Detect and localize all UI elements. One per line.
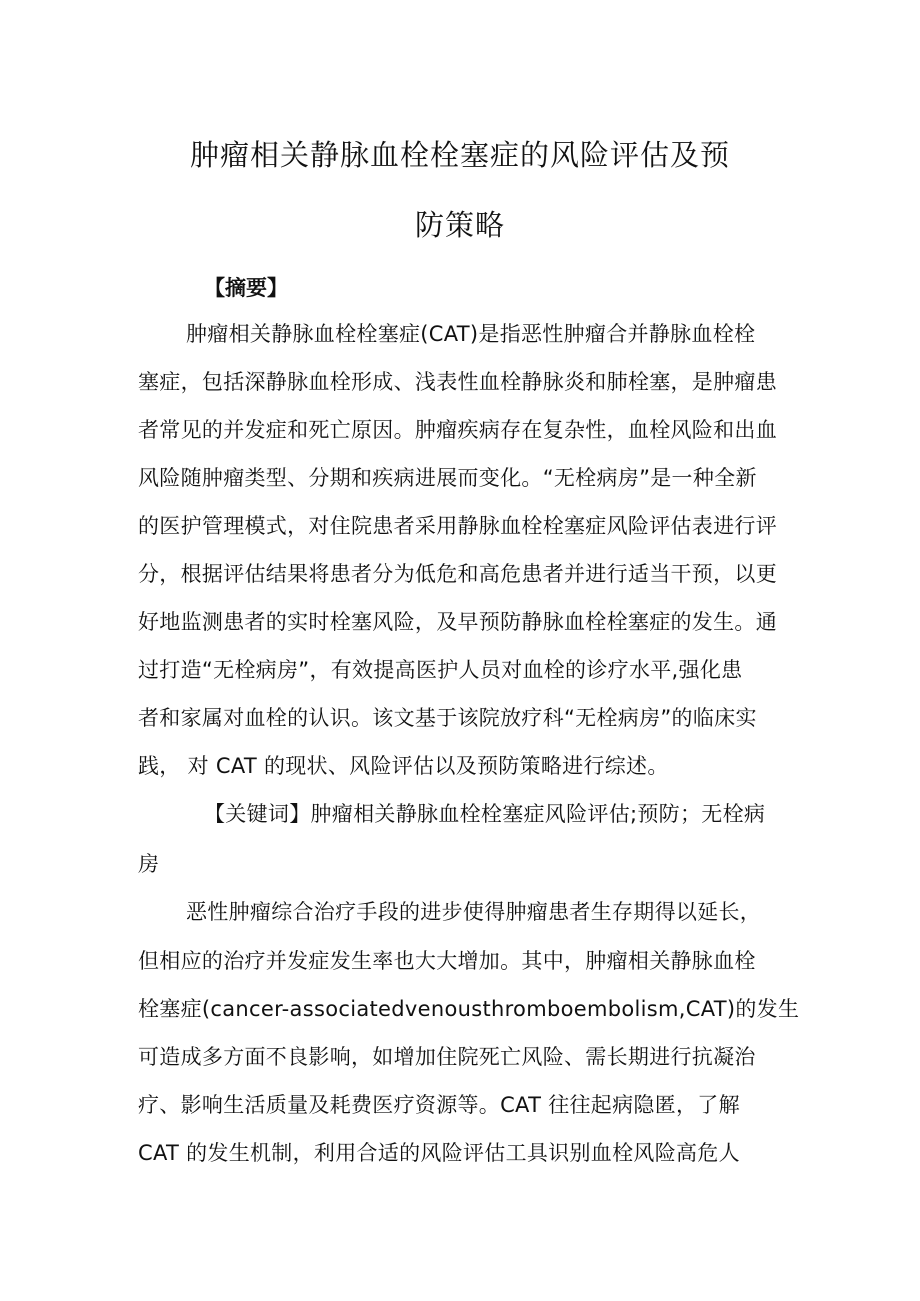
abstract-line: 风险随肿瘤类型、分期和疾病进展而变化。“无栓病房”是一种全新	[138, 466, 757, 490]
abstract-line: 的医护管理模式，对住院患者采用静脉血栓栓塞症风险评估表进行评	[138, 514, 777, 538]
keywords-line-2: 房	[138, 852, 160, 876]
abstract-line: 分，根据评估结果将患者分为低危和高危患者并进行适当干预，以更	[138, 562, 777, 586]
abstract-line: 塞症，包括深静脉血栓形成、浅表性血栓静脉炎和肺栓塞，是肿瘤患	[138, 370, 777, 394]
abstract-heading: 【摘要】	[204, 276, 288, 300]
abstract-line: 好地监测患者的实时栓塞风险，及早预防静脉血栓栓塞症的发生。通	[138, 610, 777, 634]
document-title-line-2: 防策略	[414, 208, 505, 242]
body-line: 恶性肿瘤综合治疗手段的进步使得肿瘤患者生存期得以延长，	[186, 900, 762, 924]
body-line: CAT 的发生机制，利用合适的风险评估工具识别血栓风险高危人	[138, 1141, 740, 1165]
document-title-line-1: 肿瘤相关静脉血栓栓塞症的风险评估及预	[189, 138, 730, 172]
body-line: 但相应的治疗并发症发生率也大大增加。其中，肿瘤相关静脉血栓	[138, 949, 756, 973]
body-line: 可造成多方面不良影响，如增加住院死亡风险、需长期进行抗凝治	[138, 1045, 756, 1069]
abstract-line: 者和家属对血栓的认识。该文基于该院放疗科“无栓病房”的临床实	[138, 706, 757, 730]
abstract-line: 者常见的并发症和死亡原因。肿瘤疾病存在复杂性，血栓风险和出血	[138, 418, 777, 442]
abstract-line: 过打造“无栓病房”，有效提高医护人员对血栓的诊疗水平,强化患	[138, 658, 743, 682]
body-line: 栓塞症(cancer-associatedvenousthromboembolism,CAT)的发生	[138, 997, 800, 1021]
keywords-line-1: 【关键词】肿瘤相关静脉血栓栓塞症风险评估;预防；无栓病	[204, 802, 766, 826]
abstract-line: 践， 对 CAT 的现状、风险评估以及预防策略进行综述。	[138, 754, 669, 778]
body-line: 疗、影响生活质量及耗费医疗资源等。CAT 往往起病隐匿，了解	[138, 1093, 740, 1117]
abstract-line: 肿瘤相关静脉血栓栓塞症(CAT)是指恶性肿瘤合并静脉血栓栓	[186, 322, 756, 346]
